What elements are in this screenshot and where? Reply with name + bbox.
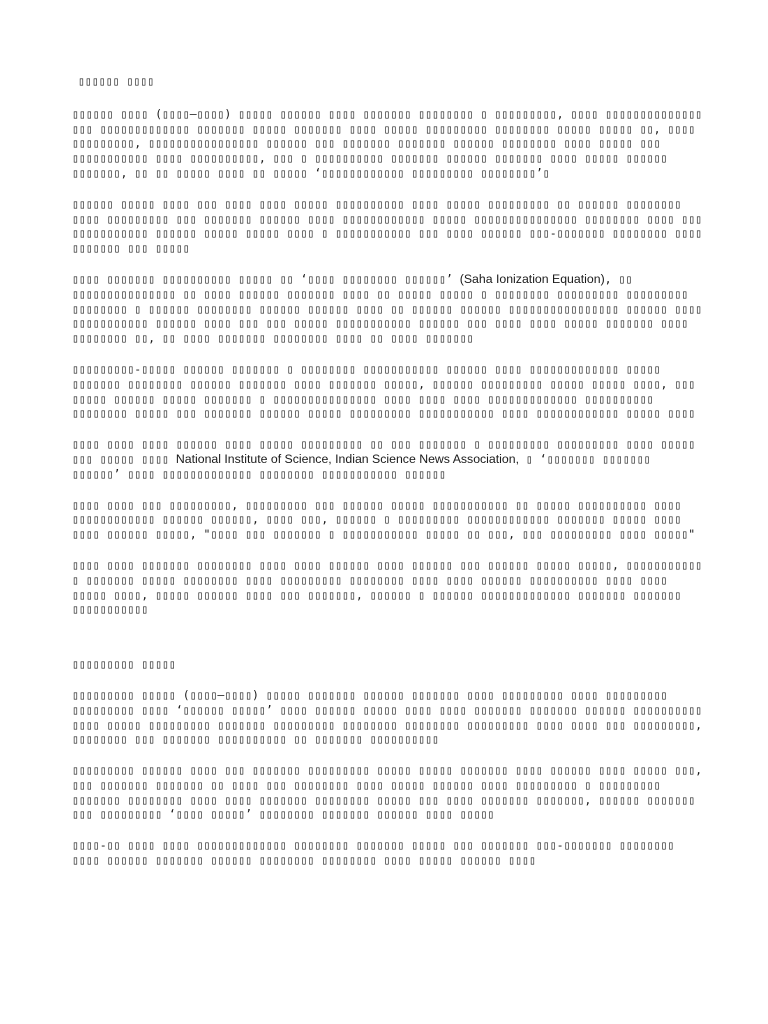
- institutions-term: National Institute of Science, Indian Science News Association,: [175, 451, 519, 466]
- saha-ionization-equation-term: (Saha Ionization Equation): [459, 271, 605, 286]
- paragraph-2: ▯▯▯▯▯▯ ▯▯▯▯▯ ▯▯▯▯ ▯▯▯ ▯▯▯▯ ▯▯▯▯ ▯▯▯▯▯ ▯▯▯▯▯▯▯▯▯▯ ▯▯▯▯ ▯▯▯▯▯ ▯▯▯▯▯▯▯▯▯ ▯▯ ▯▯▯▯▯▯ ▯▯▯▯▯▯▯▯ ▯▯▯▯ ▯▯▯▯▯▯▯▯▯ ▯▯▯ ▯▯▯▯▯▯▯ ▯▯▯▯▯▯ ▯▯▯▯ ▯▯▯▯▯▯▯▯▯▯▯▯ ▯▯▯▯▯ ▯▯▯▯▯▯▯▯▯▯▯▯▯▯▯ ▯▯▯▯▯▯▯▯ ▯▯▯▯ ▯▯▯ ▯▯▯▯▯▯▯▯▯▯▯ ▯▯▯▯▯▯ ▯▯▯▯▯ ▯▯▯▯▯ ▯▯▯▯ ▯ ▯▯▯▯▯▯▯▯▯▯▯ ▯▯▯ ▯▯▯▯ ▯▯▯▯▯▯ ▯▯▯-▯▯▯▯▯▯▯ ▯▯▯▯▯▯▯▯ ▯▯▯▯ ▯▯▯▯▯▯▯ ▯▯▯ ▯▯▯▯▯: [72, 196, 703, 256]
- paragraph-6: ▯▯▯▯ ▯▯▯▯ ▯▯▯ ▯▯▯▯▯▯▯▯▯, ▯▯▯▯▯▯▯▯▯ ▯▯▯ ▯▯▯▯▯▯ ▯▯▯▯▯ ▯▯▯▯▯▯▯▯▯▯▯ ▯▯ ▯▯▯▯▯ ▯▯▯▯▯▯▯▯▯▯ ▯▯▯▯ ▯▯▯▯▯▯▯▯▯▯▯▯ ▯▯▯▯▯▯ ▯▯▯▯▯▯, ▯▯▯▯ ▯▯▯, ▯▯▯▯▯▯ ▯ ▯▯▯▯▯▯▯▯▯ ▯▯▯▯▯▯▯▯▯▯▯▯ ▯▯▯▯▯▯▯ ▯▯▯▯▯ ▯▯▯▯ ▯▯▯▯ ▯▯▯▯▯▯ ▯▯▯▯▯, "▯▯▯▯ ▯▯▯ ▯▯▯▯▯▯▯ ▯ ▯▯▯▯▯▯▯▯▯▯▯ ▯▯▯▯▯ ▯▯ ▯▯▯, ▯▯▯ ▯▯▯▯▯▯▯▯▯ ▯▯▯▯ ▯▯▯▯▯": [72, 497, 696, 542]
- section-gap: [72, 633, 704, 657]
- paragraph-8: ▯▯▯▯▯▯▯▯▯ ▯▯▯▯▯ (▯▯▯▯–▯▯▯▯) ▯▯▯▯▯ ▯▯▯▯▯▯▯ ▯▯▯▯▯▯ ▯▯▯▯▯▯▯ ▯▯▯▯ ▯▯▯▯▯▯▯▯▯ ▯▯▯▯ ▯▯▯▯▯▯▯▯▯ ▯▯▯▯▯▯▯▯▯ ▯▯▯▯ ‘▯▯▯▯▯▯ ▯▯▯▯▯’ ▯▯▯▯ ▯▯▯▯▯▯ ▯▯▯▯▯ ▯▯▯▯ ▯▯▯▯ ▯▯▯▯▯▯▯ ▯▯▯▯▯▯▯ ▯▯▯▯▯▯ ▯▯▯▯▯▯▯▯▯▯ ▯▯▯▯ ▯▯▯▯▯ ▯▯▯▯▯▯▯▯▯ ▯▯▯▯▯▯▯ ▯▯▯▯▯▯▯▯▯ ▯▯▯▯▯▯▯▯ ▯▯▯▯▯▯▯▯ ▯▯▯▯▯▯▯▯▯ ▯▯▯▯ ▯▯▯▯ ▯▯▯ ▯▯▯▯▯▯▯▯▯, ▯▯▯▯▯▯▯▯ ▯▯▯ ▯▯▯▯▯▯▯ ▯▯▯▯▯▯▯▯▯▯ ▯▯ ▯▯▯▯▯▯▯ ▯▯▯▯▯▯▯▯▯▯: [72, 687, 703, 747]
- paragraph-9: ▯▯▯▯▯▯▯▯▯ ▯▯▯▯▯▯ ▯▯▯▯ ▯▯▯ ▯▯▯▯▯▯▯ ▯▯▯▯▯▯▯▯▯ ▯▯▯▯▯ ▯▯▯▯▯ ▯▯▯▯▯▯▯ ▯▯▯▯ ▯▯▯▯▯▯ ▯▯▯▯ ▯▯▯▯▯ ▯▯▯, ▯▯▯ ▯▯▯▯▯▯▯ ▯▯▯▯▯▯▯ ▯▯ ▯▯▯▯ ▯▯▯ ▯▯▯▯▯▯▯▯ ▯▯▯▯ ▯▯▯▯▯ ▯▯▯▯▯▯ ▯▯▯▯ ▯▯▯▯▯▯▯▯▯ ▯ ▯▯▯▯▯▯▯▯▯ ▯▯▯▯▯▯▯ ▯▯▯▯▯▯▯▯ ▯▯▯▯ ▯▯▯▯ ▯▯▯▯▯▯▯ ▯▯▯▯▯▯▯▯ ▯▯▯▯▯ ▯▯▯ ▯▯▯▯ ▯▯▯▯▯▯▯ ▯▯▯▯▯▯▯, ▯▯▯▯▯▯ ▯▯▯▯▯▯▯ ▯▯▯ ▯▯▯▯▯▯▯▯▯ ‘▯▯▯▯ ▯▯▯▯▯’ ▯▯▯▯▯▯▯▯ ▯▯▯▯▯▯▯ ▯▯▯▯▯▯ ▯▯▯▯ ▯▯▯▯▯: [72, 763, 703, 822]
- paragraph-3: [72, 272, 704, 346]
- paragraph-3-text-before: ▯▯▯▯ ▯▯▯▯▯▯▯ ▯▯▯▯▯▯▯▯▯▯ ▯▯▯▯▯ ▯▯ ‘▯▯▯▯ ▯▯▯▯▯▯▯▯ ▯▯▯▯▯▯’: [72, 271, 460, 286]
- paragraph-1: ▯▯▯▯▯▯ ▯▯▯▯ (▯▯▯▯–▯▯▯▯) ▯▯▯▯▯ ▯▯▯▯▯▯ ▯▯▯▯ ▯▯▯▯▯▯▯ ▯▯▯▯▯▯▯▯ ▯ ▯▯▯▯▯▯▯▯▯, ▯▯▯▯ ▯▯▯▯▯▯▯▯▯▯▯▯▯▯ ▯▯▯ ▯▯▯▯▯▯▯▯▯▯▯▯▯ ▯▯▯▯▯▯▯ ▯▯▯▯▯ ▯▯▯▯▯▯▯ ▯▯▯▯ ▯▯▯▯▯ ▯▯▯▯▯▯▯▯▯ ▯▯▯▯▯▯▯▯ ▯▯▯▯▯ ▯▯▯▯▯ ▯▯, ▯▯▯▯ ▯▯▯▯▯▯▯▯▯, ▯▯▯▯▯▯▯▯▯▯▯▯▯▯▯▯ ▯▯▯▯▯▯ ▯▯▯ ▯▯▯▯▯▯▯ ▯▯▯▯▯▯▯ ▯▯▯▯▯▯ ▯▯▯▯▯▯▯▯ ▯▯▯▯ ▯▯▯▯▯ ▯▯▯ ▯▯▯▯▯▯▯▯▯▯▯ ▯▯▯▯ ▯▯▯▯▯▯▯▯▯▯, ▯▯▯ ▯ ▯▯▯▯▯▯▯▯▯▯ ▯▯▯▯▯▯▯ ▯▯▯▯▯▯ ▯▯▯▯▯▯▯ ▯▯▯▯ ▯▯▯▯▯ ▯▯▯▯▯▯ ▯▯▯▯▯▯▯, ▯▯ ▯▯ ▯▯▯▯▯ ▯▯▯▯ ▯▯ ▯▯▯▯▯ ‘▯▯▯▯▯▯▯▯▯▯▯▯ ▯▯▯▯▯▯▯▯▯ ▯▯▯▯▯▯▯▯’▯: [72, 106, 703, 180]
- paragraph-5: [72, 437, 704, 481]
- paragraph-4: ▯▯▯▯▯▯▯▯▯-▯▯▯▯▯ ▯▯▯▯▯▯ ▯▯▯▯▯▯▯ ▯ ▯▯▯▯▯▯▯▯ ▯▯▯▯▯▯▯▯▯▯▯ ▯▯▯▯▯▯ ▯▯▯▯ ▯▯▯▯▯▯▯▯▯▯▯▯▯ ▯▯▯▯▯ ▯▯▯▯▯▯▯ ▯▯▯▯▯▯▯▯ ▯▯▯▯▯▯ ▯▯▯▯▯▯▯ ▯▯▯▯ ▯▯▯▯▯▯▯ ▯▯▯▯▯, ▯▯▯▯▯▯ ▯▯▯▯▯▯▯▯▯ ▯▯▯▯▯ ▯▯▯▯▯ ▯▯▯▯, ▯▯▯ ▯▯▯▯▯ ▯▯▯▯▯▯ ▯▯▯▯▯ ▯▯▯▯▯▯▯ ▯ ▯▯▯▯▯▯▯▯▯▯▯▯▯▯▯ ▯▯▯▯ ▯▯▯▯ ▯▯▯▯ ▯▯▯▯▯▯▯▯▯▯▯▯▯ ▯▯▯▯▯▯▯▯▯▯ ▯▯▯▯▯▯▯▯ ▯▯▯▯▯ ▯▯▯ ▯▯▯▯▯▯▯ ▯▯▯▯▯▯ ▯▯▯▯▯ ▯▯▯▯▯▯▯▯▯ ▯▯▯▯▯▯▯▯▯▯▯ ▯▯▯▯ ▯▯▯▯▯▯▯▯▯▯▯▯ ▯▯▯▯▯ ▯▯▯▯: [72, 361, 696, 421]
- section-title-saha: ▯▯▯▯▯▯ ▯▯▯▯: [78, 74, 155, 88]
- paragraph-5-text-after: ▯ ‘▯▯▯▯▯▯▯ ▯▯▯▯▯▯▯ ▯▯▯▯▯▯’ ▯▯▯▯ ▯▯▯▯▯▯▯▯▯▯▯▯▯ ▯▯▯▯▯▯▯▯ ▯▯▯▯▯▯▯▯▯▯▯ ▯▯▯▯▯▯: [72, 451, 651, 481]
- section-title-second: ▯▯▯▯▯▯▯▯▯ ▯▯▯▯▯: [72, 657, 176, 672]
- document-page: [72, 66, 704, 884]
- paragraph-3-text-after: , ▯▯ ▯▯▯▯▯▯▯▯▯▯▯▯▯▯▯ ▯▯ ▯▯▯▯ ▯▯▯▯▯▯ ▯▯▯▯▯▯▯ ▯▯▯▯ ▯▯ ▯▯▯▯▯ ▯▯▯▯▯ ▯ ▯▯▯▯▯▯▯▯ ▯▯▯▯▯▯▯▯▯ ▯▯▯▯▯▯▯▯▯ ▯▯▯▯▯▯▯▯ ▯ ▯▯▯▯▯▯ ▯▯▯▯▯▯▯▯ ▯▯▯▯▯▯ ▯▯▯▯▯▯ ▯▯▯▯ ▯▯ ▯▯▯▯▯▯ ▯▯▯▯▯▯ ▯▯▯▯▯▯▯▯▯▯▯▯▯▯▯▯ ▯▯▯▯▯▯ ▯▯▯▯ ▯▯▯▯▯▯▯▯▯▯▯ ▯▯▯▯▯▯ ▯▯▯▯ ▯▯▯ ▯▯▯ ▯▯▯▯▯ ▯▯▯▯▯▯▯▯▯▯▯ ▯▯▯▯▯▯ ▯▯▯ ▯▯▯▯ ▯▯▯▯ ▯▯▯▯▯ ▯▯▯▯▯▯▯ ▯▯▯▯ ▯▯▯▯▯▯▯▯ ▯▯, ▯▯ ▯▯▯▯ ▯▯▯▯▯▯▯ ▯▯▯▯▯▯▯▯ ▯▯▯▯ ▯▯ ▯▯▯▯ ▯▯▯▯▯▯▯: [72, 271, 703, 346]
- paragraph-10: ▯▯▯▯-▯▯ ▯▯▯▯ ▯▯▯▯ ▯▯▯▯▯▯▯▯▯▯▯▯▯ ▯▯▯▯▯▯▯▯ ▯▯▯▯▯▯▯ ▯▯▯▯▯ ▯▯▯ ▯▯▯▯▯▯▯ ▯▯▯-▯▯▯▯▯▯▯ ▯▯▯▯▯▯▯▯ ▯▯▯▯ ▯▯▯▯▯▯ ▯▯▯▯▯▯▯ ▯▯▯▯▯▯ ▯▯▯▯▯▯▯▯ ▯▯▯▯▯▯▯▯ ▯▯▯▯ ▯▯▯▯▯ ▯▯▯▯▯▯ ▯▯▯▯: [72, 838, 675, 868]
- paragraph-7: ▯▯▯▯ ▯▯▯▯ ▯▯▯▯▯▯▯ ▯▯▯▯▯▯▯▯ ▯▯▯▯ ▯▯▯▯ ▯▯▯▯▯▯ ▯▯▯▯ ▯▯▯▯▯▯ ▯▯▯ ▯▯▯▯▯▯ ▯▯▯▯▯ ▯▯▯▯▯, ▯▯▯▯▯▯▯▯▯▯▯ ▯ ▯▯▯▯▯▯▯ ▯▯▯▯▯ ▯▯▯▯▯▯▯▯ ▯▯▯▯ ▯▯▯▯▯▯▯▯▯ ▯▯▯▯▯▯▯▯ ▯▯▯▯ ▯▯▯▯ ▯▯▯▯▯▯ ▯▯▯▯▯▯▯▯▯▯ ▯▯▯▯ ▯▯▯▯ ▯▯▯▯▯ ▯▯▯▯, ▯▯▯▯▯ ▯▯▯▯▯▯ ▯▯▯▯ ▯▯▯ ▯▯▯▯▯▯▯, ▯▯▯▯▯▯ ▯ ▯▯▯▯▯▯ ▯▯▯▯▯▯▯▯▯▯▯▯▯ ▯▯▯▯▯▯▯ ▯▯▯▯▯▯▯ ▯▯▯▯▯▯▯▯▯▯▯: [72, 557, 703, 617]
- paragraph-5-text-before: ▯▯▯▯ ▯▯▯▯ ▯▯▯▯ ▯▯▯▯▯▯ ▯▯▯▯ ▯▯▯▯▯ ▯▯▯▯▯▯▯▯▯ ▯▯ ▯▯▯ ▯▯▯▯▯▯▯ ▯ ▯▯▯▯▯▯▯▯▯ ▯▯▯▯▯▯▯▯▯ ▯▯▯▯ ▯▯▯▯▯ ▯▯▯ ▯▯▯▯▯ ▯▯▯▯: [72, 437, 696, 466]
